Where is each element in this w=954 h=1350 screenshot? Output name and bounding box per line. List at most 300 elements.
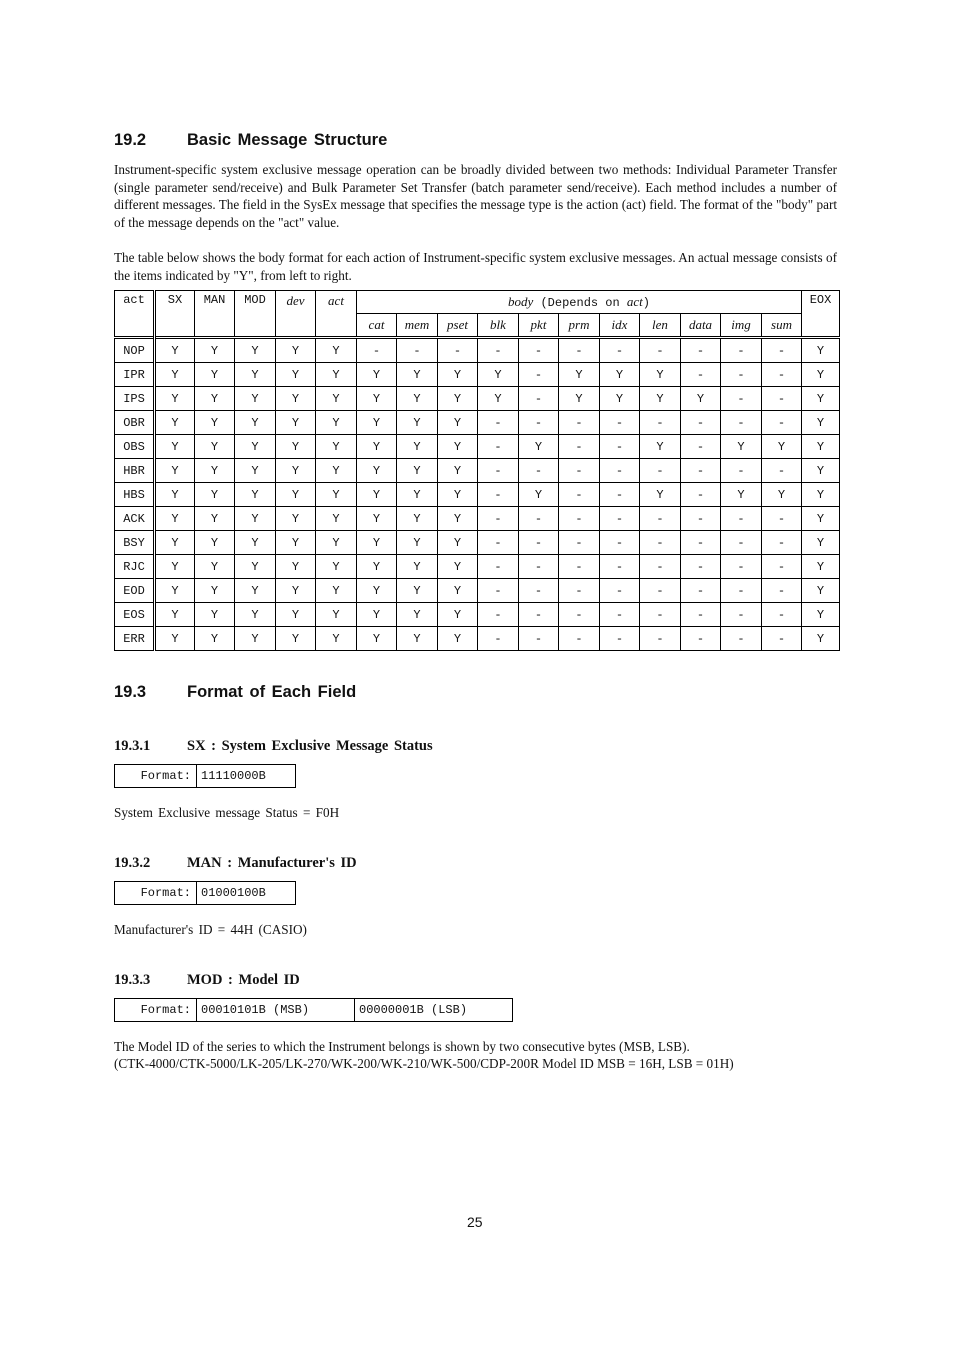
table-cell: -	[762, 363, 802, 387]
row-action-cell: OBR	[115, 411, 155, 435]
table-cell: Y	[276, 387, 316, 411]
table-cell: Y	[802, 338, 840, 363]
col-header-body-mem: mem	[397, 314, 438, 338]
table-cell: -	[721, 555, 762, 579]
col-header-act: act	[115, 291, 155, 338]
table-cell: -	[600, 555, 640, 579]
table-cell: Y	[316, 579, 357, 603]
subsection-number: 19.3.2	[114, 855, 151, 871]
table-cell: Y	[235, 603, 276, 627]
col-header-act-field: act	[316, 291, 357, 338]
table-cell: -	[640, 411, 681, 435]
table-cell: Y	[397, 555, 438, 579]
table-cell: Y	[195, 627, 235, 651]
table-cell: Y	[802, 531, 840, 555]
table-cell: Y	[235, 531, 276, 555]
table-cell: Y	[721, 483, 762, 507]
table-cell: -	[721, 459, 762, 483]
table-cell: Y	[357, 603, 397, 627]
table-cell: Y	[357, 507, 397, 531]
table-cell: Y	[316, 507, 357, 531]
table-cell: -	[681, 338, 721, 363]
col-header-man: MAN	[195, 291, 235, 338]
table-cell: Y	[519, 435, 559, 459]
table-cell: Y	[316, 411, 357, 435]
format-label: Format:	[115, 882, 197, 905]
table-cell: -	[681, 363, 721, 387]
table-cell: Y	[235, 387, 276, 411]
table-cell: Y	[681, 387, 721, 411]
col-header-mod: MOD	[235, 291, 276, 338]
table-cell: Y	[438, 507, 478, 531]
table-cell: -	[600, 435, 640, 459]
table-cell: Y	[195, 338, 235, 363]
table-cell: Y	[519, 483, 559, 507]
table-cell: -	[478, 435, 519, 459]
body-act-label: act	[626, 294, 643, 309]
paragraph-text: Instrument-specific system exclusive message operation can be broadly divided between two methods: Individual Parameter Transfer (single parameter send/receive) and Bulk Parameter Set Transfer (batch parameter send/receive). Each method includes a number of different messages. The field in the SysEx message that specifies the message type is the action (act) field. The format of the "body" part of the message depends on the "act" value.	[114, 162, 837, 230]
table-row	[115, 363, 840, 387]
row-action-cell: ERR	[115, 627, 155, 651]
table-cell: -	[478, 483, 519, 507]
table-cell: Y	[762, 483, 802, 507]
row-action-cell: ACK	[115, 507, 155, 531]
table-cell: -	[762, 603, 802, 627]
table-cell: Y	[438, 483, 478, 507]
table-cell: Y	[397, 387, 438, 411]
table-cell: Y	[397, 579, 438, 603]
sx-format-box	[114, 764, 296, 788]
table-cell: -	[681, 435, 721, 459]
table-cell: Y	[397, 435, 438, 459]
table-cell: -	[478, 627, 519, 651]
table-cell: Y	[155, 603, 195, 627]
man-format-box	[114, 881, 296, 905]
table-cell: -	[681, 603, 721, 627]
table-row	[115, 507, 840, 531]
table-cell: Y	[438, 459, 478, 483]
table-cell: -	[721, 579, 762, 603]
table-cell: Y	[357, 363, 397, 387]
table-cell: Y	[316, 603, 357, 627]
table-cell: -	[721, 531, 762, 555]
table-cell: Y	[600, 363, 640, 387]
table-cell: Y	[802, 459, 840, 483]
format-lsb-value: 00000001B (LSB)	[355, 999, 513, 1022]
table-cell: Y	[802, 363, 840, 387]
table-cell: -	[600, 411, 640, 435]
table-cell: Y	[357, 411, 397, 435]
page-number: 25	[467, 1214, 483, 1230]
row-action-cell: HBR	[115, 459, 155, 483]
row-action-cell: EOD	[115, 579, 155, 603]
table-cell: Y	[235, 411, 276, 435]
table-cell: -	[600, 627, 640, 651]
table-cell: -	[762, 555, 802, 579]
table-cell: -	[397, 338, 438, 363]
col-header-body-len: len	[640, 314, 681, 338]
table-cell: Y	[438, 387, 478, 411]
row-action-cell: IPR	[115, 363, 155, 387]
man-note: Manufacturer's ID = 44H (CASIO)	[114, 922, 307, 937]
table-cell: Y	[235, 459, 276, 483]
table-cell: Y	[276, 459, 316, 483]
table-cell: -	[478, 555, 519, 579]
table-cell: -	[519, 338, 559, 363]
section-number: 19.2	[114, 131, 147, 149]
table-cell: -	[762, 531, 802, 555]
table-cell: -	[640, 507, 681, 531]
message-structure-table	[114, 290, 840, 651]
row-action-cell: IPS	[115, 387, 155, 411]
section-number: 19.3	[114, 683, 147, 701]
table-cell: Y	[316, 387, 357, 411]
table-cell: -	[721, 338, 762, 363]
table-cell: Y	[235, 627, 276, 651]
table-cell: Y	[235, 483, 276, 507]
table-cell: Y	[640, 483, 681, 507]
table-row	[115, 483, 840, 507]
table-cell: Y	[478, 387, 519, 411]
table-cell: Y	[438, 579, 478, 603]
format-msb-value: 00010101B (MSB)	[197, 999, 355, 1022]
table-cell: Y	[276, 603, 316, 627]
table-cell: -	[681, 531, 721, 555]
table-cell: -	[478, 459, 519, 483]
table-cell: -	[681, 579, 721, 603]
subsection-title: SX : System Exclusive Message Status	[187, 738, 433, 754]
col-header-body-prm: prm	[559, 314, 600, 338]
format-label: Format:	[115, 999, 197, 1022]
table-cell: -	[478, 579, 519, 603]
table-cell: -	[640, 627, 681, 651]
subsection-heading-19-3-2	[114, 855, 714, 875]
table-cell: -	[478, 411, 519, 435]
table-cell: Y	[155, 531, 195, 555]
table-cell: Y	[155, 627, 195, 651]
table-row	[115, 579, 840, 603]
col-header-dev: dev	[276, 291, 316, 338]
table-cell: -	[762, 507, 802, 531]
table-cell: -	[559, 579, 600, 603]
table-cell: Y	[438, 627, 478, 651]
format-label: Format:	[115, 765, 197, 788]
section-title: Basic Message Structure	[187, 131, 388, 149]
table-cell: Y	[316, 459, 357, 483]
table-cell: Y	[235, 555, 276, 579]
body-close-label: )	[642, 296, 650, 310]
paragraph-text: The table below shows the body format for each action of Instrument-specific system exclusive messages. An actual message consists of the items indicated by "Y", from left to right.	[114, 250, 837, 283]
table-cell: Y	[802, 627, 840, 651]
table-cell: Y	[357, 435, 397, 459]
section-title: Format of Each Field	[187, 683, 357, 701]
table-intro-paragraph	[114, 249, 837, 284]
section-heading-19-2	[114, 131, 714, 153]
table-cell: -	[681, 555, 721, 579]
table-cell: -	[600, 579, 640, 603]
table-cell: Y	[276, 435, 316, 459]
table-cell: -	[600, 531, 640, 555]
table-cell: Y	[155, 363, 195, 387]
table-cell: Y	[195, 531, 235, 555]
table-cell: Y	[195, 555, 235, 579]
table-cell: Y	[276, 507, 316, 531]
table-cell: -	[681, 459, 721, 483]
table-cell: Y	[357, 459, 397, 483]
col-header-body-data: data	[681, 314, 721, 338]
sx-note: System Exclusive message Status = F0H	[114, 805, 340, 820]
subsection-title: MAN : Manufacturer's ID	[187, 855, 357, 871]
mod-note-1: The Model ID of the series to which the Instrument belongs is shown by two consecutive bytes (MSB, LSB).	[114, 1039, 690, 1054]
format-value: 01000100B	[197, 882, 296, 905]
table-cell: -	[721, 627, 762, 651]
table-cell: -	[478, 603, 519, 627]
table-cell: Y	[802, 507, 840, 531]
table-cell: -	[721, 507, 762, 531]
table-cell: Y	[195, 507, 235, 531]
table-cell: -	[762, 338, 802, 363]
table-cell: Y	[316, 483, 357, 507]
row-action-cell: OBS	[115, 435, 155, 459]
table-cell: -	[519, 459, 559, 483]
subsection-title: MOD : Model ID	[187, 972, 300, 988]
table-cell: Y	[802, 579, 840, 603]
table-cell: Y	[235, 338, 276, 363]
table-cell: -	[640, 579, 681, 603]
table-cell: Y	[559, 387, 600, 411]
table-row	[115, 627, 840, 651]
table-cell: Y	[438, 435, 478, 459]
row-action-cell: BSY	[115, 531, 155, 555]
table-cell: Y	[316, 338, 357, 363]
table-cell: Y	[397, 603, 438, 627]
body-depends-label: (Depends on	[533, 296, 627, 310]
table-cell: Y	[155, 483, 195, 507]
table-cell: -	[721, 603, 762, 627]
table-cell: Y	[195, 603, 235, 627]
table-cell: Y	[397, 363, 438, 387]
table-cell: Y	[316, 531, 357, 555]
table-cell: Y	[802, 387, 840, 411]
table-cell: Y	[397, 483, 438, 507]
table-cell: Y	[357, 387, 397, 411]
table-cell: Y	[802, 555, 840, 579]
col-header-body-idx: idx	[600, 314, 640, 338]
table-cell: -	[640, 338, 681, 363]
table-cell: Y	[276, 411, 316, 435]
table-cell: Y	[802, 435, 840, 459]
table-cell: Y	[357, 579, 397, 603]
table-cell: Y	[478, 363, 519, 387]
subsection-heading-19-3-3	[114, 972, 714, 992]
col-header-eox: EOX	[802, 291, 840, 338]
table-cell: Y	[155, 411, 195, 435]
table-cell: Y	[559, 363, 600, 387]
table-cell: -	[519, 363, 559, 387]
table-cell: Y	[155, 507, 195, 531]
table-cell: -	[762, 387, 802, 411]
table-cell: -	[640, 459, 681, 483]
table-cell: -	[478, 531, 519, 555]
table-row	[115, 603, 840, 627]
col-header-body-pkt: pkt	[519, 314, 559, 338]
table-cell: -	[640, 531, 681, 555]
table-cell: -	[559, 435, 600, 459]
mod-format-box	[114, 998, 513, 1022]
table-cell: Y	[276, 338, 316, 363]
table-cell: -	[519, 507, 559, 531]
table-cell: Y	[195, 411, 235, 435]
intro-paragraph	[114, 161, 837, 231]
subsection-number: 19.3.1	[114, 738, 151, 754]
table-cell: Y	[155, 338, 195, 363]
table-cell: Y	[195, 459, 235, 483]
table-cell: Y	[397, 459, 438, 483]
table-cell: Y	[397, 627, 438, 651]
table-cell: -	[681, 411, 721, 435]
table-cell: -	[762, 459, 802, 483]
table-row	[115, 435, 840, 459]
table-cell: Y	[276, 483, 316, 507]
table-cell: Y	[640, 363, 681, 387]
table-cell: Y	[762, 435, 802, 459]
table-cell: Y	[195, 579, 235, 603]
table-cell: Y	[397, 411, 438, 435]
table-cell: -	[559, 555, 600, 579]
table-cell: Y	[276, 555, 316, 579]
table-cell: Y	[438, 603, 478, 627]
row-action-cell: NOP	[115, 338, 155, 363]
table-cell: Y	[235, 507, 276, 531]
table-row	[115, 531, 840, 555]
col-header-sx: SX	[155, 291, 195, 338]
table-cell: -	[640, 603, 681, 627]
table-row	[115, 411, 840, 435]
table-row	[115, 387, 840, 411]
table-cell: Y	[357, 531, 397, 555]
table-cell: -	[519, 579, 559, 603]
table-cell: -	[519, 531, 559, 555]
table-row	[115, 555, 840, 579]
section-heading-19-3	[114, 683, 714, 705]
row-action-cell: RJC	[115, 555, 155, 579]
table-cell: Y	[357, 555, 397, 579]
table-cell: -	[478, 338, 519, 363]
table-cell: Y	[195, 483, 235, 507]
table-cell: Y	[316, 627, 357, 651]
table-cell: Y	[195, 387, 235, 411]
table-row	[115, 459, 840, 483]
table-cell: Y	[155, 555, 195, 579]
table-cell: Y	[316, 555, 357, 579]
table-cell: -	[559, 338, 600, 363]
table-cell: Y	[397, 507, 438, 531]
table-cell: -	[721, 411, 762, 435]
table-cell: Y	[600, 387, 640, 411]
table-cell: -	[559, 459, 600, 483]
table-cell: -	[762, 411, 802, 435]
table-cell: Y	[802, 603, 840, 627]
table-cell: Y	[316, 435, 357, 459]
table-cell: Y	[316, 363, 357, 387]
table-cell: -	[600, 507, 640, 531]
table-cell: -	[559, 507, 600, 531]
table-cell: Y	[276, 531, 316, 555]
table-cell: Y	[235, 579, 276, 603]
table-cell: Y	[276, 579, 316, 603]
table-cell: Y	[195, 435, 235, 459]
table-cell: -	[478, 507, 519, 531]
table-cell: -	[600, 483, 640, 507]
table-cell: Y	[397, 531, 438, 555]
mod-note-2: (CTK-4000/CTK-5000/LK-205/LK-270/WK-200/WK-210/WK-500/CDP-200R Model ID MSB = 16H, LSB = 01H)	[114, 1056, 734, 1071]
body-label: body	[508, 294, 534, 309]
table-row	[115, 338, 840, 363]
table-cell: Y	[438, 531, 478, 555]
table-cell: -	[559, 627, 600, 651]
table-cell: Y	[155, 579, 195, 603]
table-cell: Y	[155, 435, 195, 459]
table-cell: Y	[438, 555, 478, 579]
table-cell: -	[519, 411, 559, 435]
table-header-row	[115, 291, 840, 314]
table-cell: -	[640, 555, 681, 579]
table-cell: -	[600, 603, 640, 627]
row-action-cell: HBS	[115, 483, 155, 507]
col-header-body-img: img	[721, 314, 762, 338]
table-cell: -	[681, 483, 721, 507]
table-cell: -	[721, 363, 762, 387]
table-cell: Y	[438, 411, 478, 435]
table-cell: Y	[276, 627, 316, 651]
table-cell: Y	[195, 363, 235, 387]
table-cell: -	[762, 579, 802, 603]
table-cell: Y	[235, 363, 276, 387]
table-cell: -	[519, 603, 559, 627]
table-cell: -	[559, 411, 600, 435]
table-cell: -	[559, 603, 600, 627]
col-header-body-sum: sum	[762, 314, 802, 338]
subsection-heading-19-3-1	[114, 738, 714, 758]
col-header-body-pset: pset	[438, 314, 478, 338]
table-cell: -	[559, 531, 600, 555]
table-cell: Y	[357, 483, 397, 507]
table-cell: -	[600, 338, 640, 363]
table-cell: -	[519, 387, 559, 411]
table-cell: Y	[235, 435, 276, 459]
table-cell: -	[357, 338, 397, 363]
table-cell: -	[559, 483, 600, 507]
table-cell: -	[681, 627, 721, 651]
table-cell: Y	[438, 363, 478, 387]
table-cell: Y	[155, 387, 195, 411]
table-cell: -	[681, 507, 721, 531]
table-cell: -	[519, 555, 559, 579]
col-header-body	[357, 291, 802, 314]
col-header-body-blk: blk	[478, 314, 519, 338]
table-cell: Y	[721, 435, 762, 459]
format-value: 11110000B	[197, 765, 296, 788]
table-cell: Y	[155, 459, 195, 483]
table-cell: -	[519, 627, 559, 651]
table-cell: Y	[357, 627, 397, 651]
table-cell: Y	[276, 363, 316, 387]
table-cell: -	[600, 459, 640, 483]
table-cell: -	[721, 387, 762, 411]
table-cell: Y	[802, 483, 840, 507]
table-cell: Y	[640, 387, 681, 411]
table-cell: Y	[640, 435, 681, 459]
